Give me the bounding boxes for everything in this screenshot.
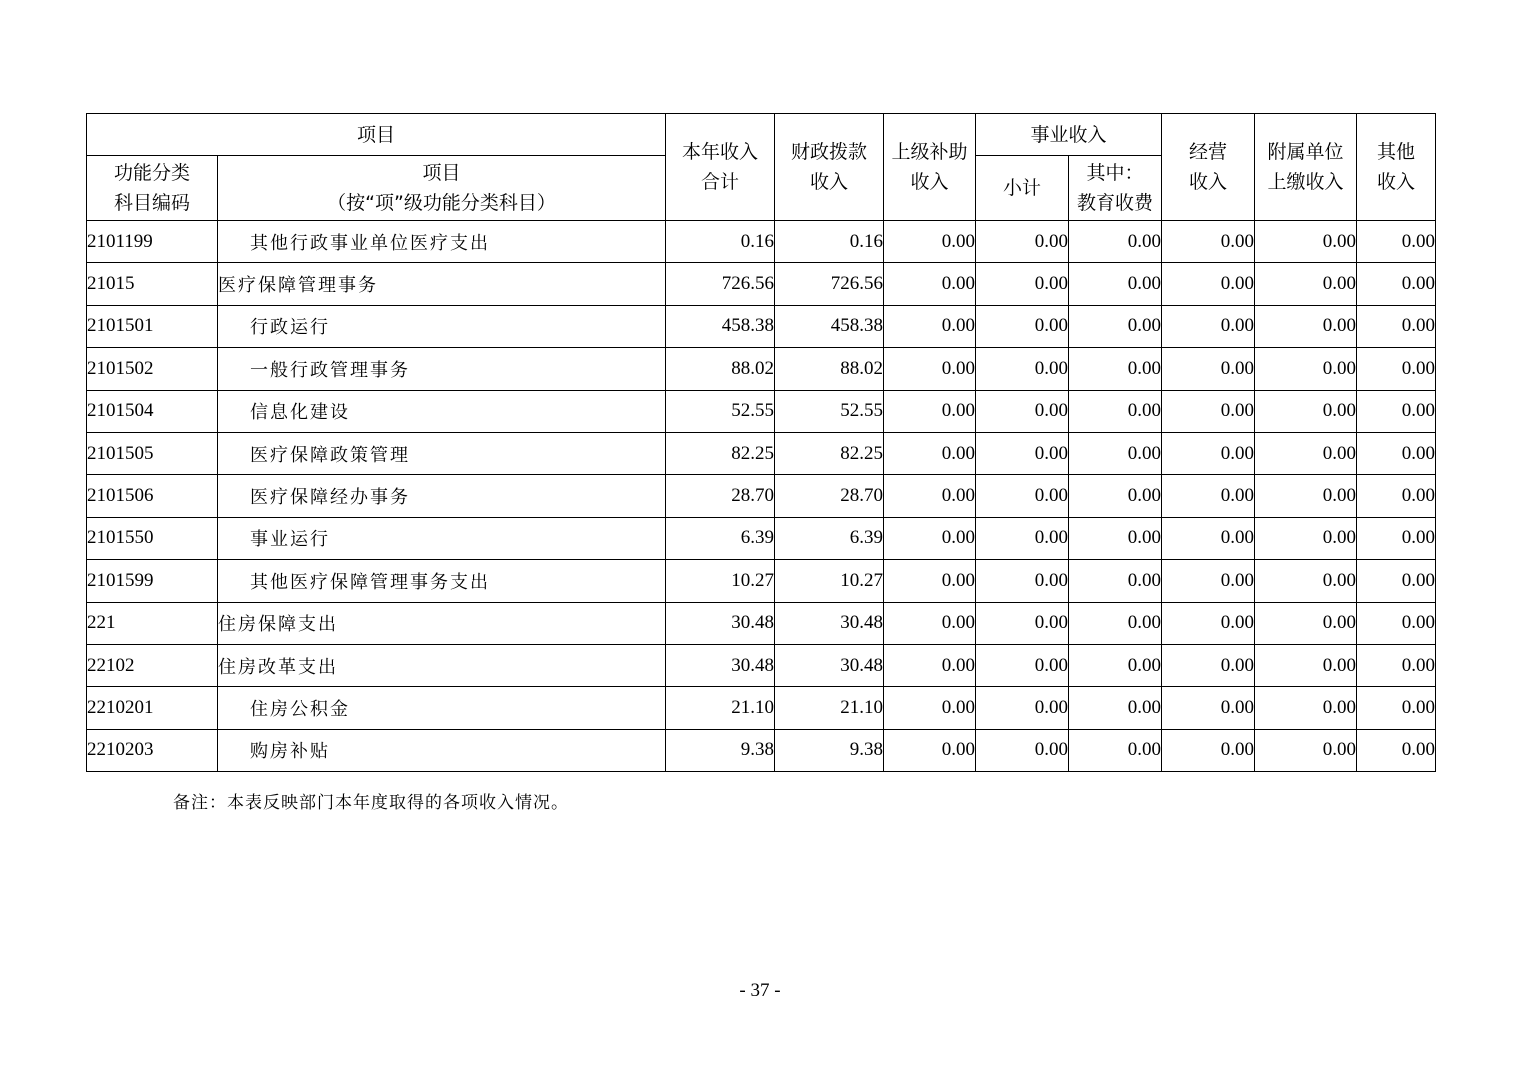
header-other: 其他 收入	[1357, 114, 1436, 221]
row-name: 事业运行	[218, 517, 666, 559]
cell-other: 0.00	[1357, 560, 1436, 602]
cell-other: 0.00	[1357, 644, 1436, 686]
table-body	[87, 221, 1436, 772]
cell-other: 0.00	[1357, 390, 1436, 432]
cell-education: 0.00	[1069, 390, 1162, 432]
cell-superior: 0.00	[884, 475, 976, 517]
row-code: 2101502	[87, 348, 218, 390]
header-fiscal: 财政拨款 收入	[775, 114, 884, 221]
cell-education: 0.00	[1069, 432, 1162, 474]
cell-education: 0.00	[1069, 263, 1162, 305]
cell-operating: 0.00	[1162, 348, 1255, 390]
cell-total: 458.38	[666, 305, 775, 347]
table-row	[87, 729, 1436, 771]
row-code: 2101506	[87, 475, 218, 517]
cell-operating: 0.00	[1162, 517, 1255, 559]
cell-fiscal: 458.38	[775, 305, 884, 347]
cell-total: 726.56	[666, 263, 775, 305]
cell-superior: 0.00	[884, 602, 976, 644]
cell-other: 0.00	[1357, 221, 1436, 263]
cell-operating: 0.00	[1162, 602, 1255, 644]
cell-fiscal: 10.27	[775, 560, 884, 602]
cell-superior: 0.00	[884, 560, 976, 602]
cell-superior: 0.00	[884, 517, 976, 559]
row-name: 购房补贴	[218, 729, 666, 771]
cell-subtotal: 0.00	[976, 390, 1069, 432]
cell-operating: 0.00	[1162, 390, 1255, 432]
cell-other: 0.00	[1357, 432, 1436, 474]
cell-total: 88.02	[666, 348, 775, 390]
row-name: 医疗保障政策管理	[218, 432, 666, 474]
cell-affiliated: 0.00	[1255, 729, 1357, 771]
header-operating: 经营 收入	[1162, 114, 1255, 221]
row-code: 2101199	[87, 221, 218, 263]
cell-subtotal: 0.00	[976, 644, 1069, 686]
cell-fiscal: 30.48	[775, 602, 884, 644]
cell-affiliated: 0.00	[1255, 687, 1357, 729]
cell-subtotal: 0.00	[976, 560, 1069, 602]
table-row	[87, 263, 1436, 305]
cell-other: 0.00	[1357, 602, 1436, 644]
cell-total: 21.10	[666, 687, 775, 729]
cell-subtotal: 0.00	[976, 602, 1069, 644]
cell-education: 0.00	[1069, 602, 1162, 644]
cell-affiliated: 0.00	[1255, 475, 1357, 517]
row-name: 住房公积金	[218, 687, 666, 729]
cell-total: 30.48	[666, 644, 775, 686]
table-row	[87, 687, 1436, 729]
cell-superior: 0.00	[884, 432, 976, 474]
cell-affiliated: 0.00	[1255, 348, 1357, 390]
cell-other: 0.00	[1357, 729, 1436, 771]
cell-education: 0.00	[1069, 644, 1162, 686]
row-name: 行政运行	[218, 305, 666, 347]
cell-superior: 0.00	[884, 687, 976, 729]
header-education: 其中： 教育收费	[1069, 156, 1162, 221]
cell-fiscal: 726.56	[775, 263, 884, 305]
header-subtotal: 小计	[976, 156, 1069, 221]
row-code: 2210203	[87, 729, 218, 771]
row-code: 2101550	[87, 517, 218, 559]
cell-superior: 0.00	[884, 305, 976, 347]
page-number: - 37 -	[739, 980, 781, 1001]
cell-affiliated: 0.00	[1255, 221, 1357, 263]
table-row	[87, 517, 1436, 559]
row-name: 医疗保障经办事务	[218, 475, 666, 517]
cell-total: 10.27	[666, 560, 775, 602]
cell-operating: 0.00	[1162, 560, 1255, 602]
cell-subtotal: 0.00	[976, 517, 1069, 559]
cell-other: 0.00	[1357, 517, 1436, 559]
row-name: 住房改革支出	[218, 644, 666, 686]
header-code: 功能分类 科目编码	[87, 156, 218, 221]
row-code: 2101504	[87, 390, 218, 432]
cell-total: 28.70	[666, 475, 775, 517]
cell-operating: 0.00	[1162, 475, 1255, 517]
row-code: 2101501	[87, 305, 218, 347]
cell-superior: 0.00	[884, 263, 976, 305]
row-name: 一般行政管理事务	[218, 348, 666, 390]
header-project-group: 项目	[87, 114, 666, 156]
row-code: 21015	[87, 263, 218, 305]
cell-fiscal: 88.02	[775, 348, 884, 390]
row-name: 其他医疗保障管理事务支出	[218, 560, 666, 602]
header-superior: 上级补助 收入	[884, 114, 976, 221]
cell-education: 0.00	[1069, 560, 1162, 602]
table-row	[87, 644, 1436, 686]
cell-affiliated: 0.00	[1255, 263, 1357, 305]
cell-education: 0.00	[1069, 475, 1162, 517]
cell-education: 0.00	[1069, 729, 1162, 771]
cell-other: 0.00	[1357, 348, 1436, 390]
row-code: 2210201	[87, 687, 218, 729]
table-row	[87, 390, 1436, 432]
cell-affiliated: 0.00	[1255, 560, 1357, 602]
row-name: 信息化建设	[218, 390, 666, 432]
cell-other: 0.00	[1357, 687, 1436, 729]
row-name: 医疗保障管理事务	[218, 263, 666, 305]
header-name: 项目 （按“项”级功能分类科目）	[218, 156, 666, 221]
income-table	[86, 113, 1436, 772]
row-code: 2101599	[87, 560, 218, 602]
cell-subtotal: 0.00	[976, 305, 1069, 347]
header-affiliated: 附属单位 上缴收入	[1255, 114, 1357, 221]
table-row	[87, 475, 1436, 517]
cell-education: 0.00	[1069, 348, 1162, 390]
cell-subtotal: 0.00	[976, 475, 1069, 517]
cell-operating: 0.00	[1162, 687, 1255, 729]
cell-operating: 0.00	[1162, 263, 1255, 305]
cell-other: 0.00	[1357, 305, 1436, 347]
cell-operating: 0.00	[1162, 729, 1255, 771]
cell-fiscal: 52.55	[775, 390, 884, 432]
cell-operating: 0.00	[1162, 644, 1255, 686]
cell-subtotal: 0.00	[976, 687, 1069, 729]
cell-affiliated: 0.00	[1255, 517, 1357, 559]
cell-affiliated: 0.00	[1255, 432, 1357, 474]
cell-fiscal: 30.48	[775, 644, 884, 686]
cell-superior: 0.00	[884, 348, 976, 390]
cell-fiscal: 9.38	[775, 729, 884, 771]
cell-operating: 0.00	[1162, 432, 1255, 474]
row-code: 2101505	[87, 432, 218, 474]
cell-subtotal: 0.00	[976, 729, 1069, 771]
cell-subtotal: 0.00	[976, 432, 1069, 474]
cell-education: 0.00	[1069, 517, 1162, 559]
table-row	[87, 221, 1436, 263]
cell-subtotal: 0.00	[976, 221, 1069, 263]
cell-operating: 0.00	[1162, 305, 1255, 347]
cell-total: 82.25	[666, 432, 775, 474]
cell-fiscal: 28.70	[775, 475, 884, 517]
cell-affiliated: 0.00	[1255, 305, 1357, 347]
cell-total: 0.16	[666, 221, 775, 263]
cell-superior: 0.00	[884, 221, 976, 263]
row-code: 22102	[87, 644, 218, 686]
cell-education: 0.00	[1069, 305, 1162, 347]
cell-total: 9.38	[666, 729, 775, 771]
cell-affiliated: 0.00	[1255, 390, 1357, 432]
header-career-group: 事业收入	[976, 114, 1162, 156]
row-name: 其他行政事业单位医疗支出	[218, 221, 666, 263]
cell-education: 0.00	[1069, 687, 1162, 729]
cell-subtotal: 0.00	[976, 263, 1069, 305]
cell-education: 0.00	[1069, 221, 1162, 263]
table-row	[87, 432, 1436, 474]
table-row	[87, 560, 1436, 602]
cell-affiliated: 0.00	[1255, 602, 1357, 644]
header-total: 本年收入 合计	[666, 114, 775, 221]
table-note: 备注：本表反映部门本年度取得的各项收入情况。	[173, 793, 569, 813]
table-row	[87, 602, 1436, 644]
cell-other: 0.00	[1357, 263, 1436, 305]
cell-operating: 0.00	[1162, 221, 1255, 263]
cell-fiscal: 21.10	[775, 687, 884, 729]
table-row	[87, 348, 1436, 390]
cell-total: 52.55	[666, 390, 775, 432]
cell-other: 0.00	[1357, 475, 1436, 517]
cell-superior: 0.00	[884, 729, 976, 771]
cell-fiscal: 82.25	[775, 432, 884, 474]
table-row	[87, 305, 1436, 347]
cell-fiscal: 6.39	[775, 517, 884, 559]
row-name: 住房保障支出	[218, 602, 666, 644]
cell-fiscal: 0.16	[775, 221, 884, 263]
cell-subtotal: 0.00	[976, 348, 1069, 390]
cell-total: 30.48	[666, 602, 775, 644]
row-code: 221	[87, 602, 218, 644]
cell-superior: 0.00	[884, 390, 976, 432]
cell-affiliated: 0.00	[1255, 644, 1357, 686]
cell-total: 6.39	[666, 517, 775, 559]
cell-superior: 0.00	[884, 644, 976, 686]
